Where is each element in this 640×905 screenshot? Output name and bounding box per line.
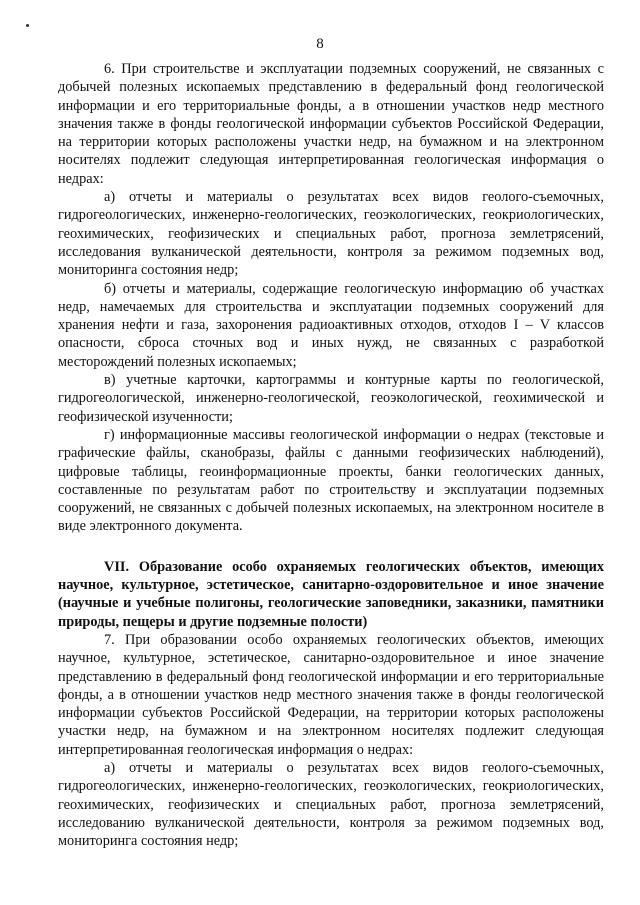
section-6-item-v: в) учетные карточки, картограммы и контурные карты по геологической, гидрогеологической, инженерно-геологической, геоэкологической, геохимической и геофизической изученности;: [58, 372, 604, 425]
section-6-item-a: а) отчеты и материалы о результатах всех видов геолого-съемочных, гидрогеологических, инженерно-геологических, геоэкологических, геокриологических, геохимических, геофизических и специальных работ, прогноза землетрясений, исследования вулканической деятельности, контроля за режимом подземных вод, мониторинга состояния недр;: [58, 189, 604, 279]
section-7-heading: VII. Образование особо охраняемых геологических объектов, имеющих научное, культурное, эстетическое, санитарно-оздоровительное и иное значение (научные и учебные полигоны, геологические заповедники, заказники, памятники природы, пещеры и другие подземные полости): [58, 558, 604, 630]
page-number: 8: [316, 36, 324, 52]
document-body: [58, 60, 604, 850]
section-6-intro: 6. При строительстве и эксплуатации подземных сооружений, не связанных с добычей полезных ископаемых представлению в федеральный фонд геологической информации и его территориальные фонды, а в отношении участков недр местного значения также в фонды геологической информации субъектов Российской Федерации, на территории которых расположены участки недр, на бумажном и на электронном носителях подлежит следующая интерпретированная геологическая информация о недрах:: [58, 61, 604, 187]
section-6-item-b: б) отчеты и материалы, содержащие геологическую информацию об участках недр, намечаемых для строительства и эксплуатации подземных сооружений для хранения нефти и газа, захоронения радиоактивных отходов, отходов I – V классов опасности, сброса сточных вод и иных нужд, не связанных с разработкой месторождений полезных ископаемых;: [58, 280, 604, 370]
section-7-intro: 7. При образовании особо охраняемых геологических объектов, имеющих научное, культурное, эстетическое, санитарно-оздоровительное и иное значение представлению в федеральный фонд геологической информации и его территориальные фонды, а в отношении участков недр местного значения также в фонды геологической информации субъектов Российской Федерации, на территории которых расположены участки недр, на бумажном и на электронном носителях подлежит следующая интерпретированная геологическая информация о недрах:: [58, 631, 604, 758]
section-7-item-a: а) отчеты и материалы о результатах всех видов геолого-съемочных, гидрогеологических, инженерно-геологических, геоэкологических, геокриологических, геохимических, геофизических и специальных работ, прогноза землетрясений, исследованию вулканической деятельности, контроля за режимом подземных вод, мониторинга состояния недр;: [58, 759, 604, 850]
scan-speck: [26, 24, 29, 27]
section-6-item-g: г) информационные массивы геологической информации о недрах (текстовые и графические файлы, сканобразы, файлы с данными геофизических наблюдений), цифровые таблицы, геоинформационные проекты, банки геологических данных, составленные по результатам работ по строительству и эксплуатации подземных сооружений, не связанных с добычей полезных ископаемых, на электронном носителе в виде электронного документа.: [58, 426, 604, 535]
